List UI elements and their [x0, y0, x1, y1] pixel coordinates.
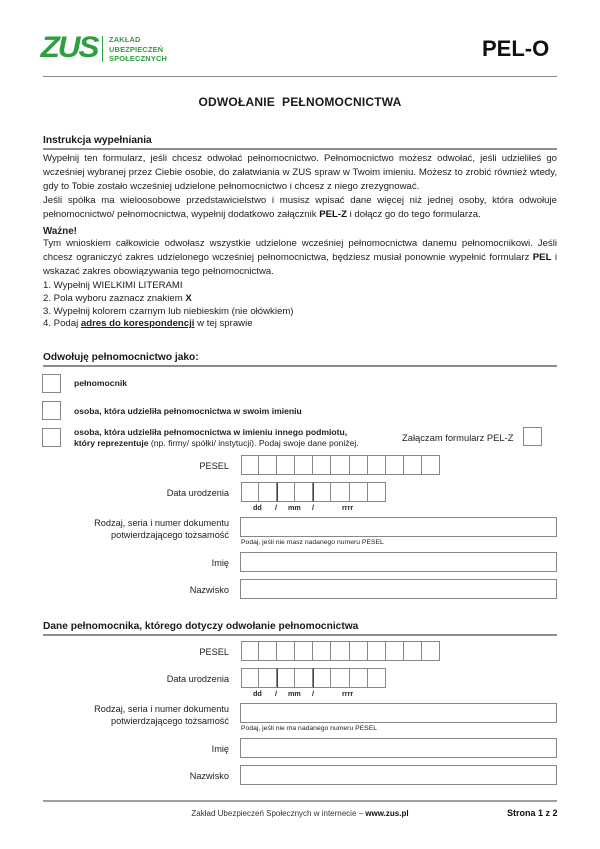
pesel-label: PESEL [199, 461, 229, 471]
list-item: 1. Wypełnij WIELKIMI LITERAMI [43, 280, 183, 291]
attach-pel-z-label: Załączam formularz PEL-Z [402, 432, 514, 443]
zus-logo [42, 33, 182, 65]
logo-line: SPOŁECZNYCH [109, 54, 168, 63]
id-document-hint: Podaj, jeśli nie masz nadanego numeru PESEL [241, 539, 384, 546]
footer-divider [43, 800, 557, 802]
pesel-input[interactable] [241, 455, 440, 475]
list-item: 2. Pola wyboru zaznacz znakiem X [43, 292, 192, 304]
list-item: 3. Wypełnij kolorem czarnym lub niebieskim (nie ołówkiem) [43, 305, 294, 317]
attorney-section-heading: Dane pełnomocnika, którego dotyczy odwołanie pełnomocnictwa [43, 621, 359, 632]
section-divider [43, 365, 557, 367]
dob-hint-mm: mm [288, 503, 301, 512]
attorney-dob-input[interactable] [241, 668, 386, 688]
logo-line: ZAKŁAD [109, 35, 141, 44]
attorney-dob-label: Data urodzenia [166, 674, 229, 684]
instructions-list [43, 280, 294, 331]
last-name-input[interactable] [240, 579, 557, 599]
attorney-id-document-input[interactable] [240, 703, 557, 723]
logo-text [109, 35, 167, 64]
first-name-input[interactable] [240, 552, 557, 572]
instructions-paragraph-1: Wypełnij ten formularz, jeśli chcesz odwołać pełnomocnictwo. Pełnomocnictwo możesz odwołać, jeśli udzieliłeś go wcześniej wybranej przez Ciebie osobie, do załatwiania w ZUS spraw w Twoim imieniu. Możesz to zrobić również wtedy, gdy to Tobie zostało wcześniej udzielone pełnomocnictwo i chcesz z niego zrezygnować. [43, 153, 557, 192]
instructions-paragraph-2: Jeśli spółka ma wieloosobowe przedstawicielstwo i musisz wpisać dane więcej niż jednej osoby, która odwołuje pełnomocnictwo/ pełnomocnictwa, wypełnij dodatkowo załącznik PEL-Z i dołącz go do tego formularza. [43, 195, 557, 220]
checkbox-grantor-own-name[interactable] [42, 401, 61, 420]
revoke-as-heading: Odwołuję pełnomocnictwo jako: [43, 352, 199, 363]
id-document-label: Rodzaj, seria i numer dokumentu potwierdzającego tożsamość [94, 518, 229, 540]
id-document-input[interactable] [240, 517, 557, 537]
option-label-grantor-other-entity: osoba, która udzieliła pełnomocnictwa w imieniu innego podmiotu, który reprezentuje (np. firmy/ spółki/ instytucji). Podaj swoje dane poniżej. [74, 427, 359, 448]
logo-mark: ZUS [40, 31, 98, 64]
dob-label: Data urodzenia [166, 488, 229, 498]
dob-input[interactable] [241, 482, 386, 502]
page-number: Strona 1 z 2 [507, 808, 558, 818]
attorney-last-name-input[interactable] [240, 765, 557, 785]
logo-divider [102, 36, 103, 62]
attorney-pesel-label: PESEL [199, 647, 229, 657]
dob-hint-slash: / [275, 689, 277, 698]
checkbox-grantor-other-entity[interactable] [42, 428, 61, 447]
dob-hint-dd: dd [253, 689, 262, 698]
option-label-attorney: pełnomocnik [74, 378, 128, 388]
dob-hint-slash: / [275, 503, 277, 512]
header-divider [43, 76, 557, 77]
footer-text: Zakład Ubezpieczeń Społecznych w internecie – www.zus.pl [191, 809, 409, 818]
list-item: 4. Podaj adres do korespondencji w tej sprawie [43, 318, 253, 330]
last-name-label: Nazwisko [189, 585, 229, 595]
form-code: PEL-O [482, 36, 550, 61]
attorney-first-name-input[interactable] [240, 738, 557, 758]
dob-hint-slash: / [312, 503, 314, 512]
section-divider [43, 634, 557, 636]
attorney-id-document-label: Rodzaj, seria i numer dokumentu potwierdzającego tożsamość [94, 704, 229, 726]
page-title: ODWOŁANIE PEŁNOMOCNICTWA [198, 95, 402, 109]
logo-line: UBEZPIECZEŃ [109, 44, 164, 54]
dob-hint-rrrr: rrrr [342, 503, 354, 512]
checkbox-attach-pel-z[interactable] [523, 427, 542, 446]
attorney-last-name-label: Nazwisko [189, 771, 229, 781]
first-name-label: Imię [211, 558, 229, 568]
dob-hint-dd: dd [253, 503, 262, 512]
instructions-heading: Instrukcja wypełniania [43, 135, 152, 146]
zus-website-link[interactable]: www.zus.pl [365, 809, 409, 818]
attorney-pesel-input[interactable] [241, 641, 440, 661]
dob-hint-slash: / [312, 689, 314, 698]
dob-hint-rrrr: rrrr [342, 689, 354, 698]
attorney-id-document-hint: Podaj, jeśli nie ma nadanego numeru PESEL [241, 725, 378, 732]
important-paragraph: Tym wnioskiem całkowicie odwołasz wszystkie udzielone wcześniej pełnomocnictwa danemu pełnomocnikowi. Jeśli chcesz ograniczyć zakres udzielonego wcześniej pełnomocnictwa, będziesz musiał ponownie wypełnić formularz PEL i wskazać zakres obowiązywania tego pełnomocnictwa. [43, 238, 558, 277]
attorney-first-name-label: Imię [211, 744, 229, 754]
option-label-grantor-own-name: osoba, która udzieliła pełnomocnictwa w swoim imieniu [74, 406, 302, 416]
dob-hint-mm: mm [288, 689, 301, 698]
section-divider [43, 148, 557, 150]
important-heading: Ważne! [43, 226, 77, 237]
checkbox-attorney[interactable] [42, 374, 61, 393]
